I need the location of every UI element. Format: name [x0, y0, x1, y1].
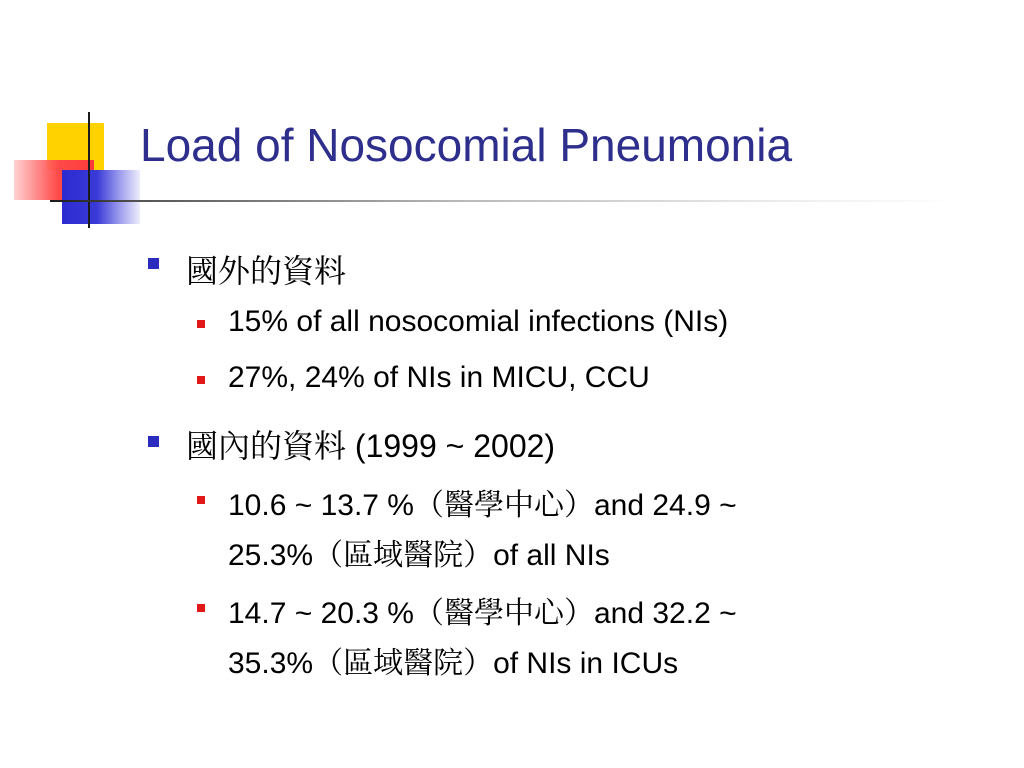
decoration-vertical-line — [88, 112, 90, 228]
stat-scope: of NIs in ICUs — [493, 647, 679, 680]
sub-bullet-icon — [197, 320, 205, 328]
list-item-line — [228, 588, 737, 632]
decoration-blue-square — [62, 170, 140, 224]
stat-scope: of all NIs — [493, 539, 610, 572]
sub-bullet-icon — [197, 376, 205, 384]
stat-range: 35.3% — [228, 647, 314, 680]
list-item: 15% of all nosocomial infections (NIs) — [228, 305, 729, 338]
stat-range: and 24.9 ~ — [593, 489, 737, 522]
bullet-icon — [148, 436, 159, 447]
title-underline — [50, 200, 960, 202]
list-item-line — [228, 530, 610, 574]
stat-range: 14.7 ~ 20.3 % — [228, 597, 414, 630]
slide-title: Load of Nosocomial Pneumonia — [140, 119, 793, 171]
sub-bullet-icon — [197, 496, 205, 504]
hospital-type: （醫學中心） — [413, 596, 594, 631]
stat-range: 10.6 ~ 13.7 % — [228, 489, 414, 522]
section-heading-row — [186, 421, 555, 467]
section-heading-years: (1999 ~ 2002) — [346, 428, 556, 464]
bullet-icon — [148, 258, 159, 269]
stat-range: and 32.2 ~ — [593, 597, 737, 630]
sub-bullet-icon — [197, 604, 205, 612]
section-heading: 國內的資料 — [186, 427, 347, 465]
title-decoration — [0, 0, 160, 240]
list-item-line — [228, 480, 737, 524]
hospital-type: （區域醫院） — [313, 538, 494, 573]
hospital-type: （醫學中心） — [413, 488, 594, 523]
hospital-type: （區域醫院） — [313, 646, 494, 681]
list-item: 27%, 24% of NIs in MICU, CCU — [228, 361, 650, 394]
list-item-line — [228, 638, 678, 682]
section-heading: 國外的資料 — [186, 252, 347, 290]
stat-range: 25.3% — [228, 539, 314, 572]
